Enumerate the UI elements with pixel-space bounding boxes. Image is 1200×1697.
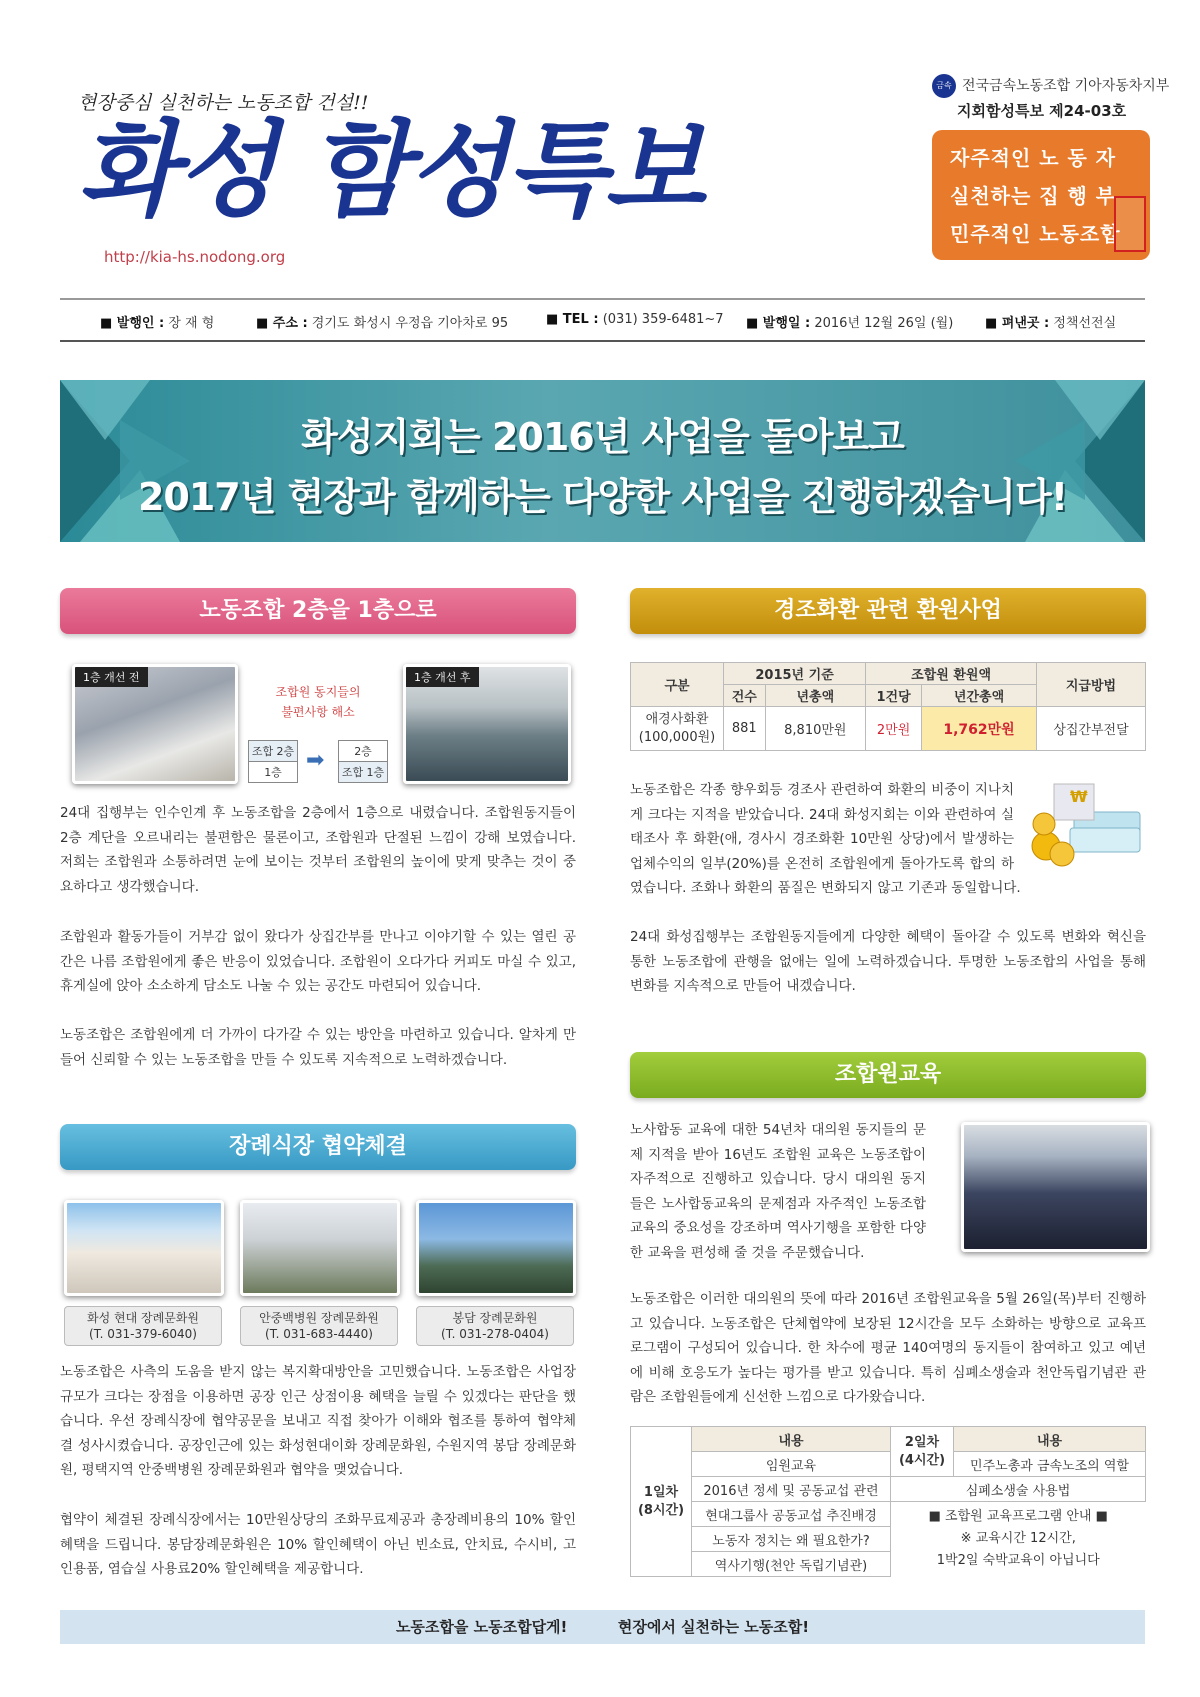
table-subheader-annual-refund: 년간총액 [922, 685, 1037, 707]
table-cell-annual-refund: 1,762만원 [922, 707, 1037, 751]
arrow-right-icon: ➡ [306, 748, 325, 773]
date-info: ■ 발행일 : 2016년 12월 26일 (월) [746, 316, 954, 331]
photo-funeral-hall-bongdam [416, 1200, 576, 1296]
day1-item-4: 노동자 정치는 왜 필요한가? [692, 1527, 891, 1552]
education-notice: ■ 조합원 교육프로그램 안내 ■ ※ 교육시간 12시간, 1박2일 숙박교육이 아닙니다 [928, 1509, 1108, 1569]
flower-refund-paragraph-2: 24대 화성집행부는 조합원동지들에게 다양한 혜택이 돌아갈 수 있도록 변화와 혁신을 통한 노동조합에 관행을 없애는 일에 노력하겠습니다. 투명한 노동조합의 사업을 통해 변화를 지속적으로 만들어 내겠습니다. [630, 929, 1146, 994]
table-row-label: 애경사화환 (100,000원) [631, 707, 724, 751]
union-office-paragraph-1: 24대 집행부는 인수인계 후 노동조합을 2층에서 1층으로 내렸습니다. 조합원동지들이 2층 계단을 오르내리는 불편함은 물론이고, 조합원과 단절된 느낌이 강해 보였습니다. 저희는 조합원과 소통하려면 눈에 보이는 것부터 조합원의 높이에 맞게 맞추는 것이 중요하다고 생각했습니다. [60, 805, 576, 895]
day1-item-1: 임원교육 [692, 1452, 891, 1477]
slogan-line-3: 민주적인 노동조합 [950, 222, 1121, 246]
day2-content-header: 내용 [954, 1427, 1146, 1452]
issue-number: 지회함성특보 제24-03호 [957, 102, 1127, 120]
table-header-method: 지급방법 [1037, 663, 1146, 707]
table-subheader-per-case: 1건당 [866, 685, 922, 707]
floor-box-after: 2층 조합 1층 [338, 740, 388, 783]
table-cell-count: 881 [724, 707, 766, 751]
masthead-title: 화성 함성특보 [78, 108, 703, 231]
table-subheader-annual-total: 년총액 [765, 685, 866, 707]
refund-table [630, 662, 1146, 751]
day1-content-header: 내용 [692, 1427, 891, 1452]
section-title-union-office: 노동조합 2층을 1층으로 [60, 588, 576, 634]
seal-stamp [1114, 196, 1146, 252]
editor-info: ■ 펴낸곳 : 정책선전실 [985, 316, 1117, 331]
photo-office-after [403, 664, 571, 784]
photo-office-before [72, 664, 238, 784]
funeral-paragraph-2: 협약이 체결된 장례식장에서는 10만원상당의 조화무료제공과 총장례비용의 10% 할인혜택을 드립니다. 봉담장례문화원은 10% 할인혜택이 아닌 빈소료, 안치료, 수시비, 고인용품, 염습실 사용료20% 할인혜택을 제공합니다. [60, 1512, 576, 1577]
slogan-line-2: 실천하는 집 행 부 [950, 184, 1117, 208]
day1-item-3: 현대그룹사 공동교섭 추진배경 [692, 1502, 891, 1527]
table-header-2015: 2015년 기준 [724, 663, 866, 685]
photo-tag-after: 1층 개선 후 [406, 667, 479, 687]
union-name-text: 전국금속노동조합 기아자동차지부 [962, 78, 1170, 94]
svg-text:₩: ₩ [1070, 787, 1088, 806]
flower-refund-paragraph-1: ₩ 노동조합은 각종 향우회등 경조사 관련하여 화환의 비중이 지나치게 크다는 지적을 받았습니다. 24대 화성지회는 이와 관련하여 실태조사 후 화환(애, 경사시 경조화환 10만원 상당)에서 발생하는 업체수익의 일부(20%)를 온전히 조합원에게 돌아가도록 합의 하였습니다. 조화나 화환의 품질은 변화되지 않고 기존과 동일합니다. [630, 778, 1146, 901]
photo-education-session [961, 1122, 1150, 1252]
union-office-paragraph-3: 노동조합은 조합원에게 더 가까이 다가갈 수 있는 방안을 마련하고 있습니다. 알차게 만들어 신뢰할 수 있는 노동조합을 만들 수 있도록 지속적으로 노력하겠습니다. [60, 1027, 576, 1068]
footer-slogan-right: 현장에서 실천하는 노동조합! [617, 1618, 810, 1636]
table-cell-annual-total: 8,810만원 [765, 707, 866, 751]
footer-slogan-bar [60, 1610, 1145, 1644]
slogan-line-1: 자주적인 노 동 자 [950, 146, 1117, 170]
day2-label: 2일차 (4시간) [891, 1427, 954, 1477]
publisher-info: ■ 발행인 : 장 재 형 [100, 316, 215, 331]
slogan-box [932, 130, 1150, 260]
photo-funeral-hall-anjung [240, 1200, 400, 1296]
education-paragraph-2: 노동조합은 이러한 대의원의 뜻에 따라 2016년 조합원교육을 5월 26일(목)부터 진행하고 있습니다. 노동조합은 단체협약에 보장된 12시간을 모두 소화하는 방향으로 교육프로그램이 구성되어 있습니다. 한 차수에 평균 140여명의 동지들이 참여하고 있고 예년에 비해 호응도가 높다는 평가를 받고 있습니다. 특히 심폐소생술과 천안독립기념관 관람은 조합원들에게 신선한 느낌으로 다가왔습니다. [630, 1291, 1146, 1405]
day1-item-5: 역사기행(천안 독립기념관) [692, 1552, 891, 1577]
footer-slogan-left: 노동조합을 노동조합답게! [395, 1618, 568, 1636]
day2-item-2: 심폐소생술 사용법 [891, 1477, 1146, 1502]
table-cell-method: 상집간부전달 [1037, 707, 1146, 751]
day1-item-2: 2016년 정세 및 공동교섭 관련 [692, 1477, 891, 1502]
header-slogan: 현장중심 실천하는 노동조합 건설!! [78, 92, 369, 114]
table-subheader-count: 건수 [724, 685, 766, 707]
site-url-link[interactable]: http://kia-hs.nodong.org [104, 248, 286, 266]
union-logo-icon: 금속 [932, 74, 956, 98]
photo-tag-before: 1층 개선 전 [75, 667, 148, 687]
day2-item-1: 민주노총과 금속노조의 역할 [954, 1452, 1146, 1477]
banner-headline-2: 2017년 현장과 함께하는 다양한 사업을 진행하겠습니다! [137, 475, 1068, 519]
banner-headline-1: 화성지회는 2016년 사업을 돌아보고 [301, 415, 904, 459]
address-info: ■ 주소 : 경기도 화성시 우정읍 기아차로 95 [256, 316, 509, 331]
section-title-member-education: 조합원교육 [630, 1052, 1146, 1098]
funeral-hall-caption-2: 안중백병원 장례문화원 (T. 031-683-4440) [240, 1306, 398, 1346]
education-paragraph-1: 노사합동 교육에 대한 54년차 대의원 동지들의 문제 지적을 받아 16년도 조합원 교육은 노동조합이 자주적으로 진행하고 있습니다. 당시 대의원 동지들은 노사합동교육의 문제점과 자주적인 노동조합 교육의 중요성을 강조하며 역사기행을 포함한 다양한 교육을 편성해 줄 것을 주문했습니다. [630, 1122, 926, 1261]
headline-banner [60, 380, 1145, 542]
section-title-funeral-agreement: 장례식장 협약체결 [60, 1124, 576, 1170]
photo-funeral-hall-hwaseong [64, 1200, 224, 1296]
table-header-category: 구분 [631, 663, 724, 707]
table-cell-per-case: 2만원 [866, 707, 922, 751]
union-name [932, 74, 1169, 98]
table-header-refund: 조합원 환원액 [866, 663, 1037, 685]
floor-box-before: 조합 2층 1층 [248, 740, 298, 783]
funeral-hall-caption-3: 봉담 장례문화원 (T. 031-278-0404) [416, 1306, 574, 1346]
section-title-flower-refund: 경조화환 관련 환원사업 [630, 588, 1146, 634]
improvement-caption: 조합원 동지들의 불편사항 해소 [275, 685, 361, 719]
day1-label: 1일차 (8시간) [631, 1427, 692, 1577]
tel-info: ■ TEL : (031) 359-6481~7 [546, 312, 724, 327]
funeral-hall-caption-1: 화성 현대 장례문화원 (T. 031-379-6040) [64, 1306, 222, 1346]
union-office-paragraph-2: 조합원과 활동가들이 거부감 없이 왔다가 상집간부를 만나고 이야기할 수 있는 열린 공간은 나름 조합원에게 좋은 반응이 있었습니다. 조합원이 오다가다 커피도 마실 수 있고, 휴게실에 앉아 소소하게 담소도 나눌 수 있는 공간도 마련되어 있습니다. [60, 929, 576, 994]
publication-info-bar [60, 298, 1145, 342]
education-program-table [630, 1426, 1146, 1577]
funeral-paragraph-1: 노동조합은 사측의 도움을 받지 않는 복지확대방안을 고민했습니다. 노동조합은 사업장 규모가 크다는 장점을 이용하면 공장 인근 상점이용 혜택을 늘릴 수 있겠다는 판단을 했습니다. 우선 장례식장에 협약공문을 보내고 직접 찾아가 이해와 협조를 통하여 협약체결 성사시켰습니다. 공장인근에 있는 화성현대이화 장례문화원, 수원지역 봉담 장례문화원, 평택지역 안중백병원 장례문화원과 협약을 맺었습니다. [60, 1364, 576, 1478]
money-illustration-icon [1024, 772, 1146, 870]
